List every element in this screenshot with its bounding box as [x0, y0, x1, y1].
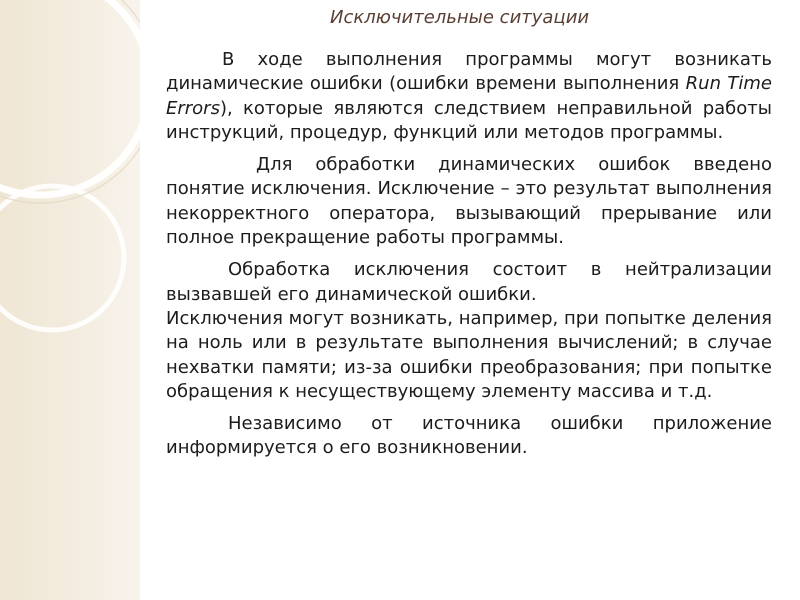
decorative-circle-medium: [0, 186, 124, 330]
paragraph-exception-definition: Для обработки динамических ошибок введено понятие исключения. Исключение – это результат выполнения некорректного оператора, вызывающий прерывание или полное прекращение работы программы.: [166, 154, 772, 249]
paragraph-application-notified: Независимо от источника ошибки приложение информируется о его возникновении.: [166, 413, 772, 459]
slide-title: Исключительные ситуации: [330, 7, 590, 28]
paragraph-exception-causes: Исключения могут возникать, например, при попытке деления на ноль или в результате выполнения вычислений; в случае нехватки памяти; из-за ошибки преобразования; при попытке обращения к несуществующему элементу массива и т.д.: [166, 307, 772, 402]
paragraph-runtime-errors-start: В ходе выполнения программы могут возникать динамические ошибки (ошибки времени выполнения: [166, 49, 772, 95]
paragraph-exception-handling: Обработка исключения состоит в нейтрализации вызвавшей его динамической ошибки.: [166, 259, 772, 305]
decorative-circle-large: [0, 0, 140, 195]
run-time-errors-term: Run Time Errors: [166, 73, 772, 119]
paragraph-runtime-errors-end: ), которые являются следствием неправильной работы инструкций, процедур, функций или методов программы.: [166, 97, 772, 143]
decorative-circle-outline: [0, 0, 140, 203]
slide-body: [166, 48, 772, 461]
decorative-side-band: [0, 0, 140, 600]
paragraph-runtime-errors: [166, 48, 772, 145]
decorative-circles-graphic: [0, 0, 140, 600]
